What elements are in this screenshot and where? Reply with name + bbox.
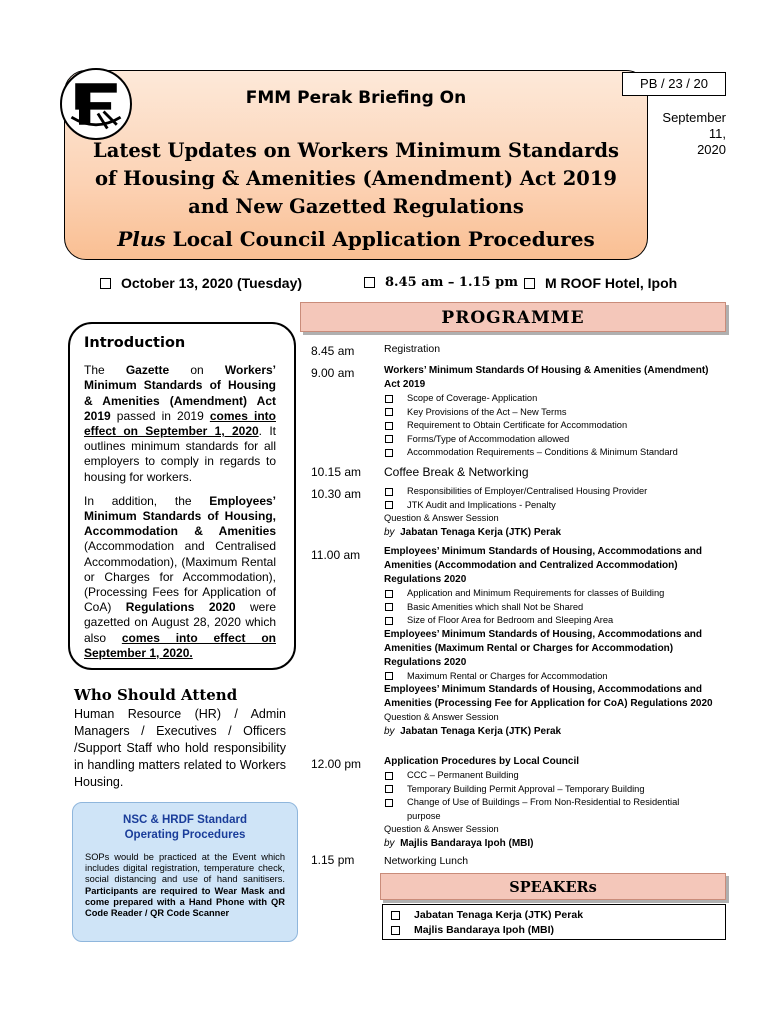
text: comes into effect on September 1, 2020	[84, 408, 276, 439]
list-item	[384, 769, 724, 783]
session-title: Networking Lunch	[384, 855, 469, 867]
list-item-text: Application and Minimum Requirements for classes of Building	[407, 588, 665, 598]
session-title: Employees’ Minimum Standards of Housing, Accommodations and Amenities (Accommodation and Centralized Accommodation) Regulations 2020	[384, 546, 703, 585]
checkbox-icon	[385, 395, 393, 403]
session-lunch	[384, 855, 724, 869]
text: were gazetted on August 28, 2020 which also	[84, 600, 276, 645]
list-item-text: Scope of Coverage- Application	[407, 393, 538, 403]
list-item	[384, 406, 724, 420]
checkbox-icon	[385, 590, 393, 598]
checkbox-icon	[524, 278, 535, 289]
event-date	[100, 275, 302, 291]
list-item	[384, 419, 724, 433]
list-item-text: Responsibilities of Employer/Centralised Housing Provider	[407, 486, 648, 496]
session-time: 9.00 am	[311, 366, 355, 380]
session-time: 10.15 am	[311, 465, 362, 479]
list-item	[384, 499, 724, 513]
session-act	[384, 364, 724, 460]
qa-session: Question & Answer Session	[384, 824, 499, 835]
text: The	[84, 363, 126, 378]
checkbox-icon	[385, 408, 393, 416]
by-label: by	[384, 837, 395, 849]
list-item-text: CCC – Permanent Building	[407, 770, 519, 780]
sop-box	[72, 802, 298, 942]
checkbox-icon	[385, 785, 393, 793]
speaker-name: Majlis Bandaraya Ipoh (MBI)	[414, 924, 555, 936]
text: In addition, the	[84, 493, 210, 508]
speaker-line	[384, 837, 724, 851]
checkbox-icon	[385, 772, 393, 780]
who-should-attend-heading: Who Should Attend	[74, 686, 238, 704]
speakers-heading: SPEAKERs	[380, 873, 726, 900]
checkbox-icon	[385, 603, 393, 611]
checkbox-icon	[385, 672, 393, 680]
session-title: Employees’ Minimum Standards of Housing, Accommodations and Amenities (Maximum Rental or Charges for Accommodation) Regulations 2020	[384, 628, 703, 668]
list-item-text: Basic Amenities which shall Not be Shared	[407, 601, 584, 612]
checkbox-icon	[385, 422, 393, 430]
text: . It outlines minimum standards for all employers to comply in regards to housing for workers.	[84, 424, 276, 484]
introduction-paragraph	[84, 494, 276, 661]
speaker-line	[384, 725, 724, 739]
text: Gazette	[125, 363, 170, 378]
list-item	[384, 446, 724, 460]
checkbox-icon	[100, 278, 111, 289]
issue-date	[646, 110, 726, 158]
event-time-text: 8.45 am – 1.15 pm	[385, 275, 518, 290]
list-item-text: JTK Audit and Implications - Penalty	[407, 499, 556, 510]
introduction-paragraph	[84, 363, 276, 485]
checkbox-icon	[385, 617, 393, 625]
text: (Accommodation and Centralised Accommodation), (Maximum Rental or Charges for Accommodation), (Processing Fees for Application of CoA)	[84, 539, 276, 615]
list-item-text: Key Provisions of the Act – New Terms	[407, 406, 567, 417]
list-item-text: Maximum Rental or Charges for Accommodation	[407, 670, 608, 681]
list-item-text: Temporary Building Permit Approval – Temporary Building	[407, 783, 645, 794]
sop-heading	[85, 813, 285, 843]
list-item-text: Size of Floor Area for Bedroom and Sleeping Area	[407, 615, 614, 626]
introduction-box	[68, 322, 296, 670]
checkbox-icon	[385, 435, 393, 443]
text: Regulations 2020	[125, 600, 236, 615]
session-local-council	[384, 755, 724, 851]
list-item	[384, 796, 724, 823]
session-title: Application Procedures by Local Council	[384, 756, 580, 767]
text: passed in 2019	[110, 408, 210, 423]
session-time: 1.15 pm	[311, 853, 355, 867]
text: SOPs would be practiced at the Event which includes digital registration, temperature check, social distancing and use of hand sanitisers.	[85, 852, 285, 885]
speaker-name: Jabatan Tenaga Kerja (JTK) Perak	[414, 909, 584, 921]
title-line: Latest Updates on Workers Minimum Standards	[92, 139, 619, 162]
list-item-text: Accommodation Requirements – Conditions & Minimum Standard	[407, 447, 678, 458]
session-jtk-audit	[384, 485, 724, 539]
list-item	[384, 670, 724, 684]
speaker-line	[384, 526, 724, 540]
event-venue-text: M ROOF Hotel, Ipoh	[545, 275, 678, 291]
checkbox-icon	[391, 911, 400, 920]
session-time: 10.30 am	[311, 487, 362, 501]
list-item	[384, 783, 724, 797]
checkbox-icon	[391, 926, 400, 935]
sop-heading-line: Operating Procedures	[124, 829, 246, 841]
session-time: 12.00 pm	[311, 757, 362, 771]
session-time: 8.45 am	[311, 344, 355, 358]
event-date-text: October 13, 2020 (Tuesday)	[121, 275, 303, 291]
list-item	[384, 614, 724, 628]
date-year: 2020	[697, 142, 726, 157]
session-title: Registration	[384, 343, 441, 355]
briefing-subtitle: FMM Perak Briefing On	[245, 88, 467, 108]
briefing-title	[64, 137, 648, 253]
by-label: by	[384, 725, 395, 737]
qa-session: Question & Answer Session	[384, 712, 499, 723]
text: comes into effect on September 1, 2020.	[84, 630, 276, 660]
list-item-text: Requirement to Obtain Certificate for Accommodation	[407, 420, 628, 431]
speaker-name: Jabatan Tenaga Kerja (JTK) Perak	[400, 526, 562, 538]
by-label: by	[384, 526, 395, 538]
session-title: Coffee Break & Networking	[384, 465, 529, 479]
sop-text	[85, 852, 285, 919]
checkbox-icon	[385, 449, 393, 457]
session-coffee-break	[384, 465, 724, 479]
list-item	[384, 601, 724, 615]
list-item-text: Forms/Type of Accommodation allowed	[407, 433, 570, 444]
who-should-attend-text: Human Resource (HR) / Admin Managers / Executives / Officers /Support Staff who hold responsibility in handling matters related to Workers Housing.	[74, 707, 286, 789]
session-time: 11.00 am	[311, 548, 361, 562]
list-item	[391, 908, 725, 923]
list-item	[384, 433, 724, 447]
title-line: of Housing & Amenities (Amendment) Act 2019	[94, 167, 618, 190]
speaker-name: Jabatan Tenaga Kerja (JTK) Perak	[400, 725, 562, 737]
event-venue	[524, 275, 677, 291]
checkbox-icon	[385, 799, 393, 807]
list-item	[384, 392, 724, 406]
reference-number: PB / 23 / 20	[622, 72, 726, 96]
checkbox-icon	[385, 501, 393, 509]
session-regulations	[384, 545, 724, 739]
session-title: Employees’ Minimum Standards of Housing, Accommodations and Amenities (Processing Fee for Application for CoA) Regulations 2020	[384, 684, 713, 710]
list-item	[391, 923, 725, 938]
checkbox-icon	[385, 488, 393, 496]
speaker-name: Majlis Bandaraya Ipoh (MBI)	[400, 837, 534, 849]
introduction-heading: Introduction	[84, 335, 186, 351]
title-line-text: Local Council Application Procedures	[172, 227, 595, 251]
title-line: and New Gazetted Regulations	[188, 195, 524, 218]
programme-heading: PROGRAMME	[300, 302, 726, 332]
list-item	[384, 587, 724, 601]
date-month: September	[662, 110, 726, 125]
speakers-list	[382, 904, 726, 940]
text: Employees’ Minimum Standards of Housing, Accommodation & Amenities	[84, 493, 276, 539]
list-item	[384, 485, 724, 499]
plus-label: Plus	[117, 227, 166, 251]
text: on	[169, 363, 225, 378]
checkbox-icon	[364, 277, 375, 288]
list-item-text: Change of Use of Buildings – From Non-Residential to Residential purpose	[407, 797, 680, 821]
title-line	[64, 225, 648, 253]
session-registration	[384, 343, 724, 357]
date-day: 11,	[708, 126, 726, 141]
text: Participants are required to Wear Mask and come prepared with a Hand Phone with QR Code Reader / QR Code Scanner	[85, 885, 285, 919]
qa-session: Question & Answer Session	[384, 513, 499, 524]
text: Workers’ Minimum Standards of Housing & Amenities (Amendment) Act 2019	[84, 363, 277, 423]
event-time	[364, 275, 518, 290]
session-title: Workers’ Minimum Standards Of Housing & Amenities (Amendment) Act 2019	[384, 365, 709, 390]
sop-heading-line: NSC & HRDF Standard	[123, 814, 247, 826]
